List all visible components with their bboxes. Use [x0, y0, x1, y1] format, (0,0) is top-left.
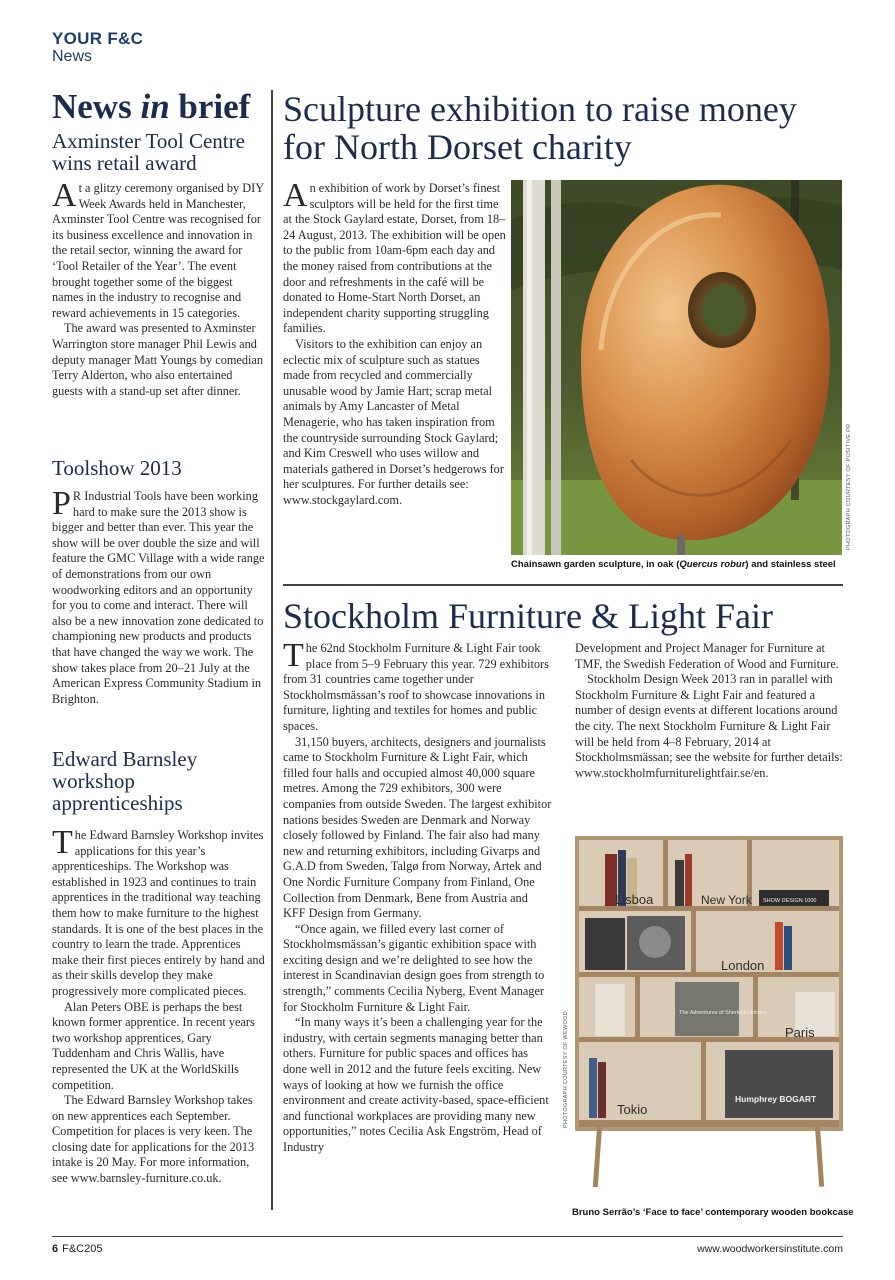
barnsley-dropcap: T — [52, 824, 73, 861]
section-divider — [283, 584, 843, 586]
footer-page-info — [52, 1243, 102, 1255]
section-label: YOUR F&C — [52, 29, 144, 48]
axminster-headline: Axminster Tool Centre wins retail award — [52, 129, 245, 175]
toolshow-body: P R Industrial Tools have been working hard to make sure the 2013 show is bigger and better than ever. This year the show will be over double the size and will feature the GMC Village with a wide range of demonstrations from our own woodworking editors and an opportunity for you to come and interact. There will also be a new innovation zone dedicated to championing new products and products that have changed the way we work. The show takes place from 20–21 July at the American Express Community Stadium in Brighton. — [52, 485, 265, 706]
stockholm-body-col1: The 62nd Stockholm Furniture & Light Fair took place from 5–9 February this year. 729 exhibitors from 31 countries came together under Stockholmsmässan’s roof to showcase innovations in furniture, lighting and textiles for homes and public spaces. 31,150 buyers, architects, designers and journalists came to Stockholm Furniture & Light Fair, which filled four halls and occupied almost 40,000 square metres. Among the 729 exhibitors, 300 were companies from outside Sweden. The largest exhibitor nations besides Sweden are Denmark and Norway closely followed by Finland. The fair also had many new and returning exhibitors, including Givarps and G.A.D from Sweden, Talgø from Norway, Artek and One Nordic Furniture Company from Finland, One Collection from Denmark, Bene from Austria and KFF Design from Germany. “Once again, we filled every last corner of Stockholmsmässan’s gigantic exhibition space with exciting design and we’re delighted to see how the interest in Scandinavian design goes from strength to strength,” comments Cecilia Nyberg, Event Manager for Stockholm Furniture & Light Fair. “In many ways it’s been a challenging year for the industry, with certain segments managing better than others. Furniture for public spaces and offices has done well in 2012 and the future feels exciting. New ways of looking at how we furnish the office environment and create activity-based, space-efficient and functional workplaces are providing many new opportunities,” notes Cecilia Ask Engström, Head of Industry — [283, 637, 552, 1154]
footer-rule — [52, 1236, 843, 1237]
bookcase-label-tokio: Tokio — [617, 1102, 648, 1117]
brief-barnsley — [52, 748, 266, 1187]
bookcase-label-paris: Paris — [785, 1025, 815, 1040]
barnsley-headline: Edward Barnsley workshop apprenticeships — [52, 747, 198, 815]
bookcase-label-show-design: SHOW DESIGN 1000 — [763, 898, 817, 904]
sculpture-photo — [511, 180, 842, 555]
bookcase-label-london: London — [721, 958, 765, 973]
brief-axminster — [52, 130, 266, 399]
axminster-body: At a glitzy ceremony organised by DIY Week Awards held in Manchester, Axminster Tool Centre was recognised for its business excellence and innovation in the retail sector, winning the award for ‘Tool Retailer of the Year’. The event brought together some of the biggest names in the industry to recognise and reward achievements in 15 categories. The award was presented to Axminster Warrington store manager Phil Lewis and deputy manager Matt Youngs by comedian Terry Alderton, who also entertained guests with a stand-up set after dinner. — [52, 177, 264, 398]
toolshow-dropcap: P — [52, 485, 71, 522]
subsection-label: News — [52, 48, 93, 65]
sculpture-caption: Chainsawn garden sculpture, in oak (Quercus robur) and stainless steel — [511, 559, 836, 570]
stockholm-body-col2: Development and Project Manager for Furniture at TMF, the Swedish Federation of Wood and Furniture. Stockholm Design Week 2013 ran in parallel with Stockholm Furniture & Light Fair and featured a number of design events at different locations around the city. The next Stockholm Furniture & Light Fair will be held from 4–8 February, 2014 at Stockholmsmässan; see the website for further details: www.stockholmfurniturelightfair.se/en. — [575, 641, 843, 780]
bookcase-photo — [575, 832, 843, 1200]
page-number: 6 — [52, 1243, 59, 1255]
bookcase-label-lisboa: Lisboa — [615, 892, 654, 907]
bookcase-caption: Bruno Serrão’s ‘Face to face’ contemporary wooden bookcase — [572, 1207, 854, 1218]
barnsley-body: The Edward Barnsley Workshop invites applications for this year’s apprenticeships. The Workshop was established in 1923 and continues to train apprentices in the traditional way teaching them how to make furniture to the highest standards. It is one of the best places in the country to learn the trade. Apprentices make their first pieces entirely by hand and as their skills develop they make progressively more complicated pieces. Alan Peters OBE is perhaps the best known former apprentice. In recent years two workshop apprentices, Gary Tuddenham and Chris Wallis, have represented the UK at the WorldSkills competition. The Edward Barnsley Workshop takes on new apprentices each September. Competition for places is very keen. The closing date for applications for the 2013 intake is 20 May. For more information, see www.barnsley-furniture.co.uk. — [52, 824, 265, 1186]
news-in-brief-title: News in brief — [52, 87, 251, 126]
stockholm-dropcap: T — [283, 637, 304, 674]
section-tag — [52, 29, 143, 66]
sculpture-headline: Sculpture exhibition to raise money for North Dorset charity — [283, 89, 797, 167]
stockholm-headline: Stockholm Furniture & Light Fair — [283, 596, 773, 636]
bookcase-photo-credit: PHOTOGRAPH COURTESY OF WEWOOD — [563, 1011, 569, 1128]
bookcase-label-bogart: Humphrey BOGART — [735, 1094, 817, 1104]
bookcase-label-new-york: New York — [701, 893, 752, 907]
axminster-dropcap: A — [52, 177, 77, 214]
footer-url: www.woodworkersinstitute.com — [697, 1243, 843, 1255]
sculpture-body: An exhibition of work by Dorset’s finest sculptors will be held for the first time at the Stock Gaylard estate, Dorset, from 18–24 August, 2013. The exhibition will be open to the public from 10am-6pm each day and the money raised from contributions at the door and refreshments in the café will be donated to Home-Start North Dorset, an independent charity supporting struggling families. Visitors to the exhibition can enjoy an eclectic mix of sculpture such as statues made from recycled and commercially unusable wood by Jamie Hart; scrap metal animals by Amy Lancaster of Metal Menagerie, who has taken inspiration from the countryside surrounding Stock Gaylard; and Kim Creswell who uses willow and materials gathered in Dorset’s hedgerows for her sculptures. For further details see: www.stockgaylard.com. — [283, 177, 506, 507]
toolshow-headline: Toolshow 2013 — [52, 456, 182, 480]
brief-toolshow — [52, 457, 266, 707]
sculpture-photo-credit: PHOTOGRAPH COURTESY OF POSITIVE PR — [846, 423, 852, 550]
sculpture-dropcap: A — [283, 177, 308, 214]
issue-number: F&C205 — [62, 1243, 103, 1255]
bookcase-label-sherlock: The Adventures of Sherlock Holmes — [679, 1010, 767, 1016]
column-divider — [271, 90, 273, 1210]
